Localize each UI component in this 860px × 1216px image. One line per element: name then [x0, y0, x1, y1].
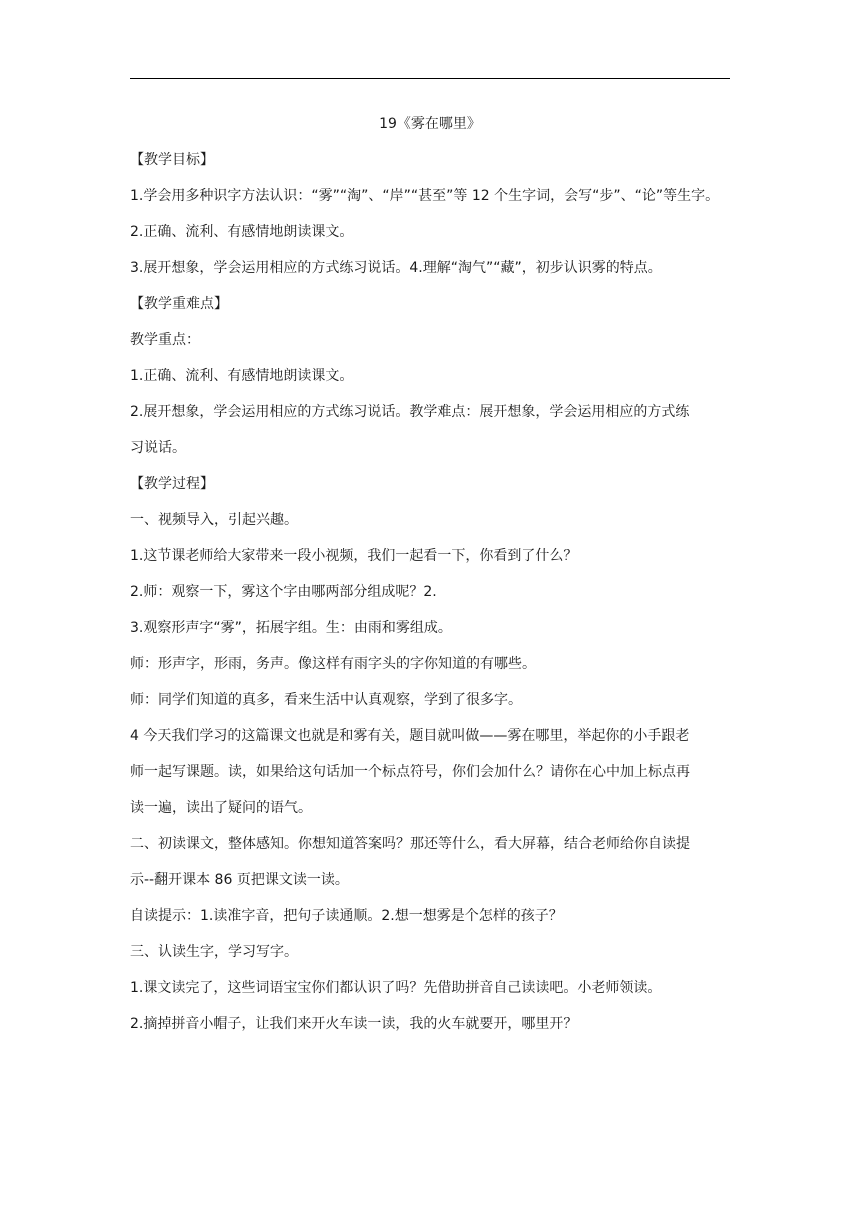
section-heading-key-points: 【教学重难点】: [130, 296, 228, 312]
paragraph: 2.摘掉拼音小帽子，让我们来开火车读一读，我的火车就要开，哪里开？: [130, 1016, 578, 1032]
paragraph: 一、视频导入，引起兴趣。: [130, 512, 298, 528]
paragraph: 1.学会用多种识字方法认识：“雾”“淘”、“岸”“甚至”等 12 个生字词，会写“步”、“论”等生字。: [130, 188, 720, 204]
paragraph: [130, 718, 730, 826]
section-heading-objectives: 【教学目标】: [130, 152, 214, 168]
paragraph: 1.正确、流利、有感情地朗读课文。: [130, 368, 354, 384]
document-title: 19《雾在哪里》: [379, 116, 481, 132]
paragraph: 2.正确、流利、有感情地朗读课文。: [130, 224, 354, 240]
paragraph-line: 习说话。: [130, 440, 186, 456]
paragraph: 师：形声字，形雨，务声。像这样有雨字头的字你知道的有哪些。: [130, 656, 536, 672]
section-heading-process: 【教学过程】: [130, 476, 214, 492]
paragraph: 三、认读生字，学习写字。: [130, 944, 298, 960]
paragraph: 教学重点：: [130, 332, 200, 348]
paragraph-line: 示--翻开课本 86 页把课文读一读。: [130, 872, 349, 888]
paragraph: 3.展开想象，学会运用相应的方式练习说话。4.理解“淘气”“藏”，初步认识雾的特点。: [130, 260, 662, 276]
paragraph-line: 读一遍，读出了疑问的语气。: [130, 800, 312, 816]
paragraph: 师：同学们知道的真多，看来生活中认真观察，学到了很多字。: [130, 692, 522, 708]
document-body: [130, 114, 730, 1050]
paragraph: [130, 826, 730, 898]
paragraph: 1.这节课老师给大家带来一段小视频，我们一起看一下，你看到了什么？: [130, 548, 578, 564]
paragraph: 自读提示：1.读准字音，把句子读通顺。2.想一想雾是个怎样的孩子？: [130, 908, 563, 924]
header-rule: [130, 78, 730, 79]
paragraph: 1.课文读完了，这些词语宝宝你们都认识了吗？先借助拼音自己读读吧。小老师领读。: [130, 980, 662, 996]
paragraph-line: 二、初读课文，整体感知。你想知道答案吗？那还等什么，看大屏幕，结合老师给你自读提: [130, 836, 690, 852]
paragraph-line: 师一起写课题。读，如果给这句话加一个标点符号，你们会加什么？请你在心中加上标点再: [130, 764, 690, 780]
paragraph-line: 2.展开想象，学会运用相应的方式练习说话。教学难点：展开想象，学会运用相应的方式练: [130, 404, 690, 420]
paragraph-line: 4 今天我们学习的这篇课文也就是和雾有关，题目就叫做——雾在哪里，举起你的小手跟老: [130, 728, 690, 744]
paragraph: 3.观察形声字“雾”，拓展字组。生：由雨和雾组成。: [130, 620, 452, 636]
paragraph: 2.师：观察一下，雾这个字由哪两部分组成呢？2.: [130, 584, 437, 600]
paragraph: [130, 394, 730, 466]
